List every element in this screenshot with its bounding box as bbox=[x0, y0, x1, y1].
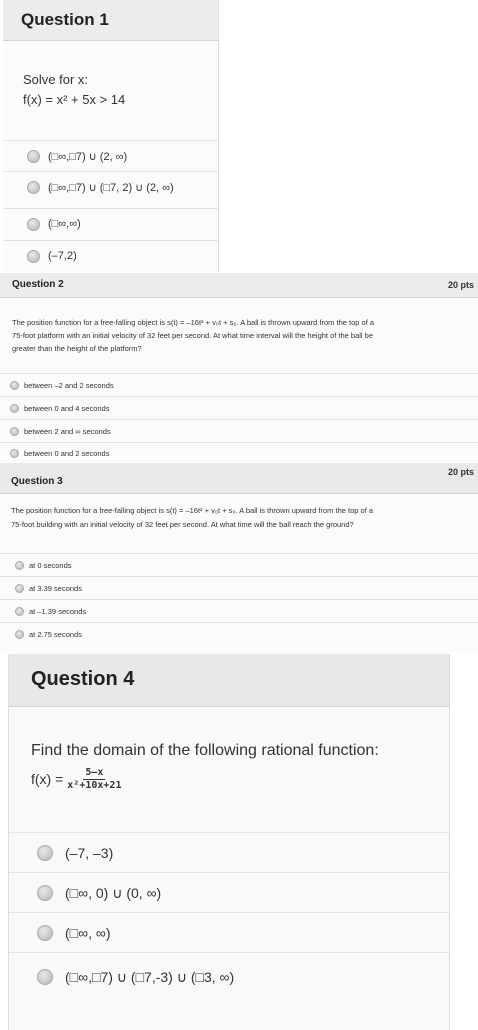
option-label: (–7,2) bbox=[48, 250, 77, 262]
question-2-header bbox=[0, 273, 478, 298]
option-label: between 2 and ∞ seconds bbox=[24, 426, 111, 436]
question-4-prompt: Find the domain of the following rational function: bbox=[31, 742, 379, 759]
question-3-stem-line2: 75-foot building with an initial velocity of 32 feet per second. At what time will the ball reach the ground? bbox=[11, 520, 354, 529]
question-4-panel bbox=[8, 654, 450, 1030]
question-1-option-2[interactable] bbox=[3, 171, 218, 202]
radio-button[interactable] bbox=[10, 381, 19, 390]
question-1-option-4[interactable] bbox=[3, 240, 218, 271]
radio-button[interactable] bbox=[27, 181, 40, 194]
question-3-panel bbox=[0, 463, 478, 653]
option-label: (□∞,∞) bbox=[48, 218, 81, 230]
question-4-option-4[interactable] bbox=[9, 952, 449, 1001]
option-label: (□∞,□7) ∪ (□7,-3) ∪ (□3, ∞) bbox=[65, 968, 235, 985]
question-4-option-2[interactable] bbox=[9, 872, 449, 913]
question-1-title: Question 1 bbox=[21, 10, 109, 29]
question-2-title: Question 2 bbox=[12, 279, 64, 290]
option-label: (□∞,□7) ∪ (2, ∞) bbox=[48, 150, 128, 163]
radio-button[interactable] bbox=[37, 969, 53, 985]
question-1-prompt-line2: f(x) = x² + 5x > 14 bbox=[23, 92, 126, 107]
question-1-option-3[interactable] bbox=[3, 208, 218, 239]
radio-button[interactable] bbox=[15, 630, 24, 639]
question-4-option-1[interactable] bbox=[9, 832, 449, 873]
question-2-option-2[interactable] bbox=[0, 396, 478, 419]
option-label: (–7, –3) bbox=[65, 845, 114, 861]
question-4-option-3[interactable] bbox=[9, 912, 449, 953]
question-4-title: Question 4 bbox=[31, 668, 135, 690]
question-2-option-4[interactable] bbox=[0, 442, 478, 463]
question-3-stem-line1: The position function for a free-falling object is s(t) = –16t² + v₀t + s₀. A ball is thrown upward from the top of a bbox=[11, 506, 374, 515]
option-label: at –1.39 seconds bbox=[29, 606, 87, 616]
option-label: (□∞,□7) ∪ (□7, 2) ∪ (2, ∞) bbox=[48, 181, 174, 194]
question-2-option-1[interactable] bbox=[0, 373, 478, 396]
question-2-stem-line2: 75-foot platform with an initial velocity of 32 feet per second. At what time interval will the height of the ball be bbox=[12, 331, 374, 340]
option-label: between –2 and 2 seconds bbox=[24, 380, 114, 390]
question-2-stem-line1: The position function for a free-falling object is s(t) = –16t² + v₀t + s₀. A ball is thrown upward from the top of a bbox=[12, 318, 375, 327]
function-lhs: f(x) = bbox=[31, 771, 64, 787]
radio-button[interactable] bbox=[10, 404, 19, 413]
question-3-option-3[interactable] bbox=[0, 599, 478, 622]
question-4-header bbox=[9, 654, 449, 707]
question-3-points: 20 pts bbox=[447, 467, 474, 477]
fraction-numerator: 5–x bbox=[85, 766, 104, 778]
question-2-option-3[interactable] bbox=[0, 419, 478, 442]
radio-button[interactable] bbox=[10, 449, 19, 458]
radio-button[interactable] bbox=[27, 250, 40, 263]
option-label: at 0 seconds bbox=[29, 560, 72, 570]
option-label: (□∞, ∞) bbox=[65, 925, 111, 941]
question-2-stem-line3: greater than the height of the platform? bbox=[12, 344, 142, 353]
question-2-panel bbox=[0, 273, 478, 463]
question-3-option-1[interactable] bbox=[0, 553, 478, 576]
question-3-option-4[interactable] bbox=[0, 622, 478, 645]
question-2-points: 20 pts bbox=[447, 280, 474, 290]
option-label: between 0 and 4 seconds bbox=[24, 403, 110, 413]
radio-button[interactable] bbox=[15, 561, 24, 570]
radio-button[interactable] bbox=[15, 607, 24, 616]
question-3-title: Question 3 bbox=[11, 476, 63, 487]
question-1-prompt-line1: Solve for x: bbox=[23, 72, 89, 87]
radio-button[interactable] bbox=[27, 218, 40, 231]
question-1-header bbox=[3, 0, 218, 41]
option-label: at 3.39 seconds bbox=[29, 583, 82, 593]
question-4-function bbox=[31, 764, 121, 794]
radio-button[interactable] bbox=[15, 584, 24, 593]
option-label: at 2.75 seconds bbox=[29, 629, 82, 639]
radio-button[interactable] bbox=[27, 150, 40, 163]
radio-button[interactable] bbox=[10, 427, 19, 436]
question-1-panel bbox=[3, 0, 219, 272]
question-3-option-2[interactable] bbox=[0, 576, 478, 599]
radio-button[interactable] bbox=[37, 925, 53, 941]
radio-button[interactable] bbox=[37, 885, 53, 901]
radio-button[interactable] bbox=[37, 845, 53, 861]
fraction-denominator: x²+10x+21 bbox=[67, 779, 122, 791]
option-label: (□∞, 0) ∪ (0, ∞) bbox=[65, 884, 162, 901]
option-label: between 0 and 2 seconds bbox=[24, 448, 110, 458]
question-1-option-1[interactable] bbox=[3, 140, 218, 171]
rational-fraction bbox=[67, 767, 121, 792]
question-3-header bbox=[0, 463, 478, 494]
